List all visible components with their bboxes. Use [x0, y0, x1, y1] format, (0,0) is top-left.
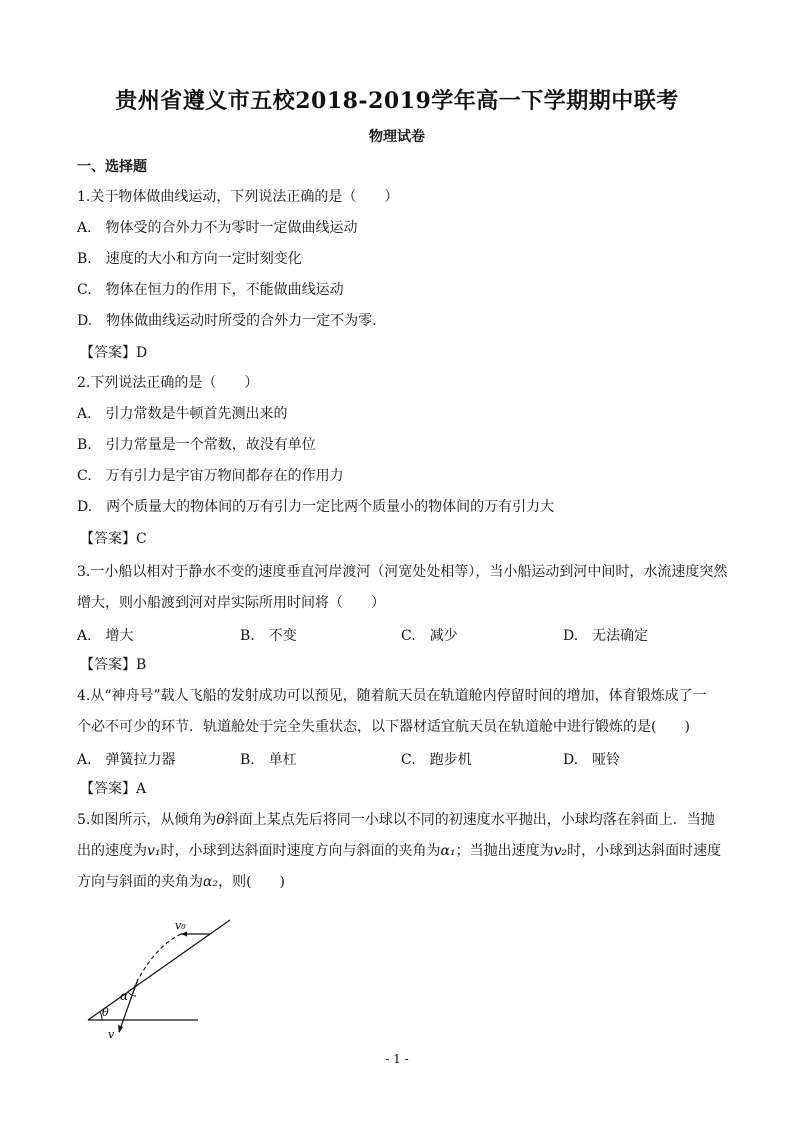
section-heading: 一、选择题	[77, 159, 147, 175]
q5-text: ；当抛出速度为	[455, 843, 554, 859]
q4-option-b: B. 单杠	[240, 752, 297, 768]
theta-label: θ	[102, 1006, 109, 1019]
v0-label: v₀	[175, 919, 186, 932]
v-label: v	[108, 1028, 115, 1041]
alpha-label: α	[120, 989, 129, 1003]
q4-stem-line2: 个必不可少的环节．轨道舱处于完全失重状态，以下器材适宜航天员在轨道舱中进行锻炼的是( )	[77, 719, 690, 735]
q1-option-c: C. 物体在恒力的作用下，不能做曲线运动	[77, 282, 344, 298]
q5-text: ，则( )	[218, 874, 286, 890]
q1-answer: 【答案】D	[80, 345, 148, 361]
impact-velocity-arrow	[119, 979, 138, 1032]
q5-alpha1-symbol: α₁	[440, 843, 456, 859]
q1-option-d: D. 物体做曲线运动时所受的合外力一定不为零.	[77, 313, 377, 329]
q1-option-b: B. 速度的大小和方向一定时刻变化	[77, 251, 302, 267]
q2-option-c: C. 万有引力是宇宙万物间都存在的作用力	[77, 468, 344, 484]
v0-arrow-head	[181, 932, 187, 937]
q5-v1-symbol: v₁	[147, 843, 161, 859]
q3-option-b: B. 不变	[240, 628, 297, 644]
q3-answer: 【答案】B	[80, 657, 147, 673]
q3-option-c: C. 减少	[401, 628, 458, 644]
q1-stem: 1.关于物体做曲线运动，下列说法正确的是（ ）	[77, 189, 399, 205]
q5-text: 5.如图所示，从倾角为	[77, 812, 217, 828]
q1-option-a: A. 物体受的合外力不为零时一定做曲线运动	[77, 220, 358, 236]
q2-option-b: B. 引力常量是一个常数，故没有单位	[77, 437, 316, 453]
incline-line	[88, 920, 230, 1020]
q5-v2-symbol: v₂	[553, 843, 568, 859]
q2-option-d: D. 两个质量大的物体间的万有引力一定比两个质量小的物体间的万有引力大	[77, 499, 555, 515]
q3-stem-line2: 增大，则小船渡到河对岸实际所用时间将（ ）	[77, 595, 385, 611]
q4-stem-line1: 4.从“神舟号”载人飞船的发射成功可以预见，随着航天员在轨道舱内停留时间的增加，体育锻炼成了一	[77, 688, 707, 704]
q5-text: 斜面上某点先后将同一小球以不同的初速度水平抛出，小球均落在斜面上．当抛	[224, 812, 715, 828]
q2-answer: 【答案】C	[80, 531, 147, 547]
q4-option-d: D. 哑铃	[563, 752, 621, 768]
q5-alpha2-symbol: α₂	[203, 874, 219, 890]
q5-text: 时，小球到达斜面时速度方向与斜面的夹角为	[160, 843, 441, 859]
q5-stem-line2	[77, 842, 721, 860]
q4-option-a: A. 弹簧拉力器	[77, 752, 176, 768]
page-title: 贵州省遵义市五校2018-2019学年高一下学期期中联考	[115, 88, 679, 114]
page-number: - 1 -	[385, 1052, 409, 1066]
q5-text: 出的速度为	[77, 843, 147, 859]
q5-theta-symbol: θ	[216, 812, 225, 828]
incline-projectile-figure	[80, 912, 250, 1044]
q3-stem-line1: 3.一小船以相对于静水不变的速度垂直河岸渡河（河宽处处相等），当小船运动到河中间时，水流速度突然	[77, 564, 728, 580]
q2-stem: 2.下列说法正确的是（ ）	[77, 375, 259, 391]
q5-text: 方向与斜面的夹角为	[77, 874, 203, 890]
q4-option-c: C. 跑步机	[401, 752, 472, 768]
q5-stem-line1	[77, 811, 715, 829]
q4-answer: 【答案】A	[80, 781, 147, 797]
page-subtitle: 物理试卷	[369, 129, 425, 145]
q3-option-d: D. 无法确定	[563, 628, 649, 644]
q5-stem-line3	[77, 873, 285, 891]
q3-option-a: A. 增大	[77, 628, 134, 644]
q5-text: 时，小球到达斜面时速度	[567, 843, 722, 859]
q2-option-a: A. 引力常数是牛顿首先测出来的	[77, 406, 288, 422]
